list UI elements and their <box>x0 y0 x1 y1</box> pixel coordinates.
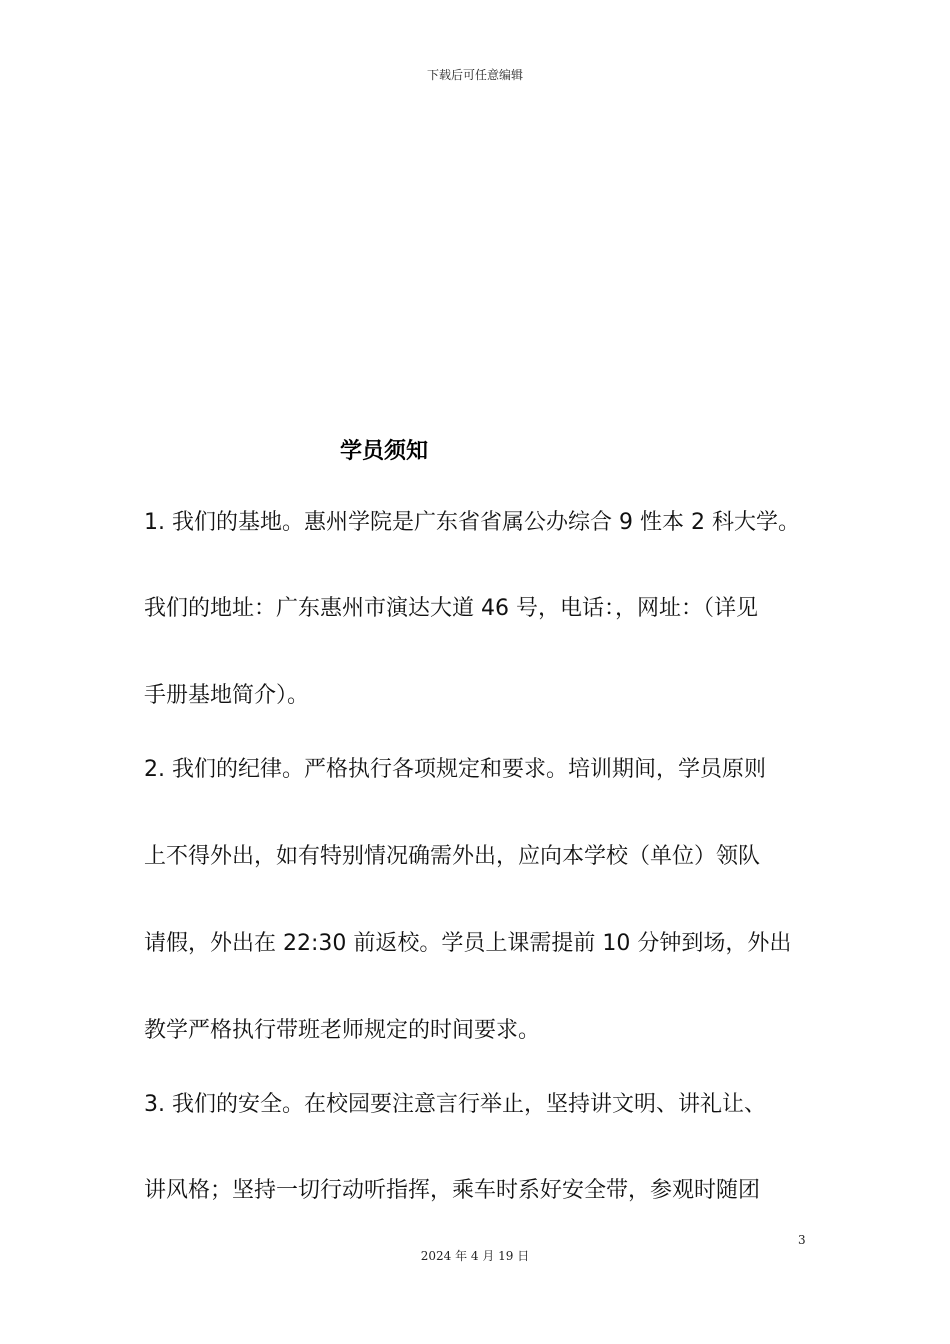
document-title: 学员须知 <box>340 439 429 464</box>
page-number: 3 <box>798 1233 806 1247</box>
body-line: 2. 我们的纪律。严格执行各项规定和要求。培训期间，学员原则 <box>144 757 766 782</box>
body-line: 请假，外出在 22:30 前返校。学员上课需提前 10 分钟到场，外出 <box>144 931 792 956</box>
body-line: 上不得外出，如有特别情况确需外出，应向本学校（单位）领队 <box>144 844 761 869</box>
body-line: 3. 我们的安全。在校园要注意言行举止，坚持讲文明、讲礼让、 <box>144 1092 766 1117</box>
body-line: 1. 我们的基地。惠州学院是广东省省属公办综合 9 性本 2 科大学。 <box>144 510 800 535</box>
header-note: 下载后可任意编辑 <box>426 68 523 82</box>
footer-date: 2024 年 4 月 19 日 <box>420 1249 530 1263</box>
body-line: 我们的地址：广东惠州市演达大道 46 号，电话：，网址：（详见 <box>144 596 758 621</box>
body-line: 手册基地简介）。 <box>144 683 310 708</box>
body-line: 讲风格；坚持一切行动听指挥，乘车时系好安全带，参观时随团 <box>144 1178 761 1203</box>
body-line: 教学严格执行带班老师规定的时间要求。 <box>144 1018 541 1043</box>
